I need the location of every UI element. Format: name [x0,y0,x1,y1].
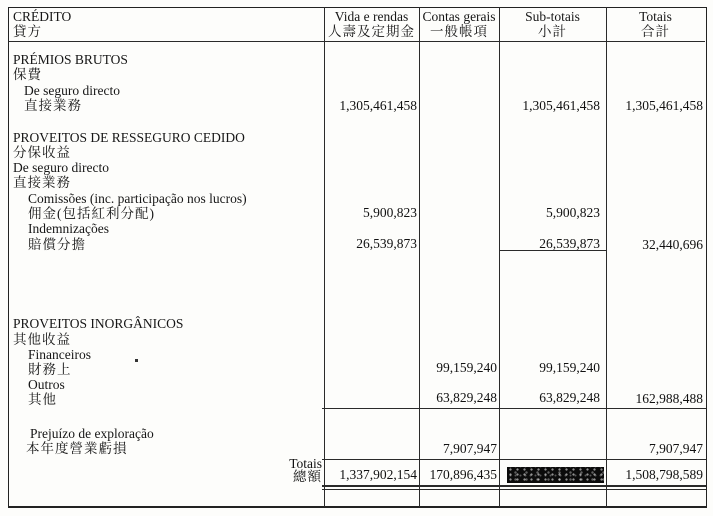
header-credit-zh: 貸方 [13,24,42,39]
value-premios-total: 1,305,461,458 [625,98,703,113]
value-indemnizacoes-vida: 26,539,873 [356,236,417,251]
column-header-subtotais-pt: Sub-totais [525,9,580,24]
column-divider-vida-contas [419,7,420,507]
row-premios-brutos-pt: PRÉMIOS BRUTOS [13,52,128,67]
scan-artifact-dot [135,359,138,362]
row-outros-zh: 其他 [28,392,57,407]
rule-under-outros-row [322,408,706,409]
value-premios-subtotal: 1,305,461,458 [522,98,600,113]
header-underline [8,41,705,42]
column-header-vida-pt: Vida e rendas [334,9,409,24]
value-resseguro-total: 32,440,696 [642,237,703,252]
value-outros-contas: 63,829,248 [436,390,497,405]
column-divider-subtotais-totais [606,7,607,507]
row-prejuizo-pt: Prejuízo de exploração [30,426,154,441]
row-totais-label-zh: 總額 [293,469,322,484]
value-prejuizo-contas: 7,907,947 [443,441,497,456]
value-totais-total: 1,508,798,589 [625,467,703,482]
row-seguro-directo-1-pt: De seguro directo [24,83,120,98]
row-comissoes-pt: Comissões (inc. participação nos lucros) [28,191,247,206]
row-inorganicos-pt: PROVEITOS INORGÂNICOS [13,316,184,331]
value-totais-vida: 1,337,902,154 [339,467,417,482]
column-divider-label-vida [324,7,325,507]
row-totais-label-pt: Totais [289,456,322,471]
column-header-contas-zh: 一般帳項 [430,24,488,39]
value-comissoes-subtotal: 5,900,823 [546,205,600,220]
value-prejuizo-total: 7,907,947 [649,441,703,456]
column-header-vida-zh: 人壽及定期金 [328,24,415,39]
row-inorganicos-zh: 其他收益 [13,332,71,347]
value-premios-vida: 1,305,461,458 [339,98,417,113]
row-seguro-directo-1-zh: 直接業務 [24,98,82,113]
value-inorganicos-total: 162,988,488 [635,391,703,406]
column-header-subtotais-zh: 小計 [538,24,567,39]
header-credit-pt: CRÉDITO [13,9,72,24]
row-seguro-directo-2-pt: De seguro directo [13,160,109,175]
row-financeiros-pt: Financeiros [28,347,91,362]
totals-double-rule-bottom [322,489,706,490]
redacted-subtotal-cell [507,467,604,483]
column-header-contas-pt: Contas gerais [422,9,496,24]
value-comissoes-vida: 5,900,823 [363,205,417,220]
column-divider-contas-subtotais [499,7,500,507]
row-seguro-directo-2-zh: 直接業務 [13,175,71,190]
row-resseguro-zh: 分保收益 [13,145,71,160]
value-totais-contas: 170,896,435 [429,467,497,482]
value-outros-subtotal: 63,829,248 [539,390,600,405]
row-comissoes-zh: 佣金(包括紅利分配) [28,206,155,221]
row-premios-brutos-zh: 保費 [13,67,42,82]
value-financeiros-subtotal: 99,159,240 [539,360,600,375]
row-prejuizo-zh: 本年度營業虧損 [26,441,128,456]
rule-above-totals-row [322,459,706,460]
value-indemnizacoes-subtotal: 26,539,873 [539,236,600,251]
column-header-totais-pt: Totais [639,9,672,24]
row-indemnizacoes-pt: Indemnizações [28,221,109,236]
row-financeiros-zh: 財務上 [28,362,72,377]
totals-double-rule-top [322,485,706,487]
column-header-totais-zh: 合計 [641,24,670,39]
row-indemnizacoes-zh: 賠償分擔 [28,237,86,252]
value-financeiros-contas: 99,159,240 [436,360,497,375]
row-resseguro-pt: PROVEITOS DE RESSEGURO CEDIDO [13,130,245,145]
row-outros-pt: Outros [28,377,65,392]
